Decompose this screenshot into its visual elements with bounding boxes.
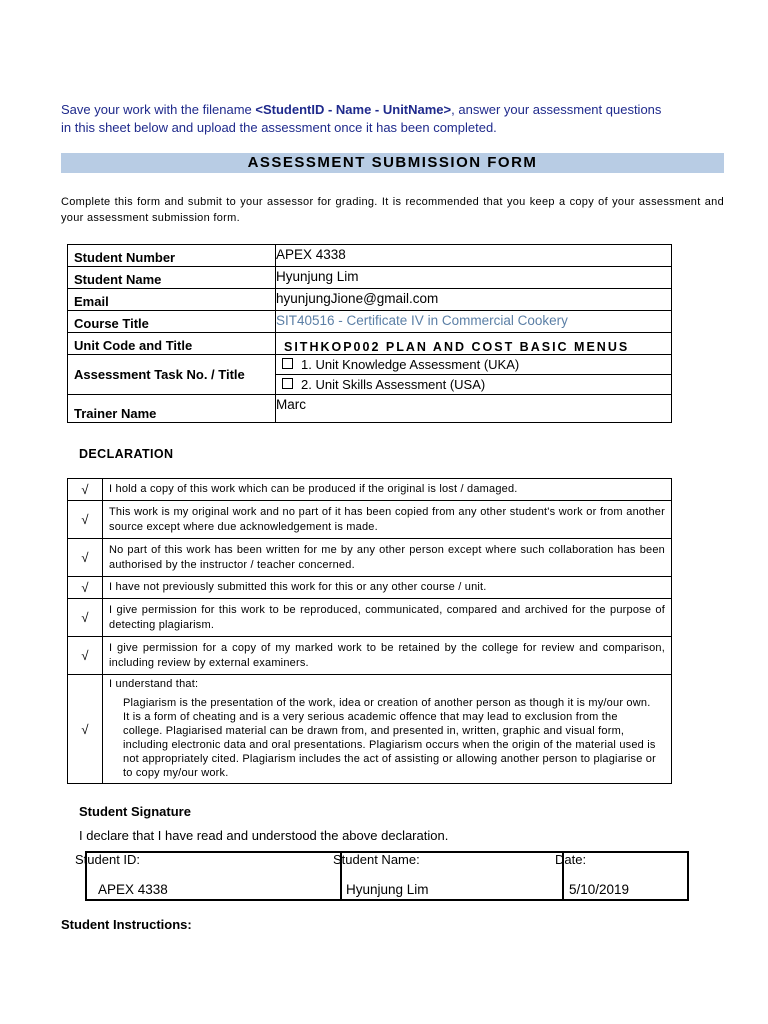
check-mark-icon[interactable]: √	[68, 577, 103, 599]
declaration-text: I have not previously submitted this work for this or any other course / unit.	[103, 577, 672, 599]
date-label: Date:	[555, 852, 587, 867]
declaration-row	[68, 501, 672, 539]
declaration-text	[103, 675, 672, 784]
checkbox-icon[interactable]	[282, 358, 293, 369]
declaration-text: I give permission for this work to be reproduced, communicated, compared and archived for the purpose of detecting plagiarism.	[103, 599, 672, 637]
email-field[interactable]: hyunjungJione@gmail.com	[276, 289, 672, 311]
course-title-label: Course Title	[68, 311, 276, 333]
signature-statement: I declare that I have read and understood the above declaration.	[79, 828, 449, 843]
check-mark-icon[interactable]: √	[68, 637, 103, 675]
table-row	[68, 289, 672, 311]
student-number-label: Student Number	[68, 245, 276, 267]
table-row	[68, 333, 672, 355]
intro-suffix: , answer your assessment questions	[451, 102, 662, 117]
intro-prefix: Save your work with the filename	[61, 102, 256, 117]
form-title: ASSESSMENT SUBMISSION FORM	[61, 153, 724, 173]
understand-intro: I understand that:	[109, 678, 199, 690]
form-guidance: Complete this form and submit to your assessor for grading. It is recommended that you keep a copy of your assessment and your assessment submission form.	[61, 196, 724, 224]
checkbox-icon[interactable]	[282, 378, 293, 389]
date-field[interactable]: 5/10/2019	[569, 882, 630, 897]
declaration-table	[67, 478, 672, 784]
assessment-task-label: Assessment Task No. / Title	[68, 355, 276, 395]
plagiarism-definition: Plagiarism is the presentation of the work, idea or creation of another person as though it is my/our own. It is a form of cheating and is a very serious academic offence that may lead to exclusion from the college. Plagiarised material can be drawn from, and presented in, written, graphic and visual form, including electronic data and oral presentations. Plagiarism occurs when the origin of the material used is not appropriately cited. Plagiarism includes the act of assisting or allowing another person to plagiarise or to copy my/our work.	[123, 697, 656, 779]
check-mark-icon[interactable]: √	[68, 479, 103, 501]
declaration-heading: DECLARATION	[79, 447, 174, 461]
task-option-label: 2. Unit Skills Assessment (USA)	[301, 377, 486, 392]
filename-instructions	[61, 101, 726, 137]
declaration-row	[68, 539, 672, 577]
table-row	[68, 395, 672, 423]
check-mark-icon[interactable]: √	[68, 501, 103, 539]
declaration-text: I hold a copy of this work which can be produced if the original is lost / damaged.	[103, 479, 672, 501]
student-id-field[interactable]: APEX 4338	[98, 882, 168, 897]
student-details-table	[67, 244, 672, 423]
declaration-text: No part of this work has been written for me by any other person except where such collaboration has been authorised by the instructor / teacher concerned.	[103, 539, 672, 577]
declaration-row	[68, 637, 672, 675]
declaration-text: I give permission for a copy of my marked work to be retained by the college for review and comparison, including review by external examiners.	[103, 637, 672, 675]
declaration-text: This work is my original work and no part of it has been copied from any other student's work or from another source except where due acknowledgement is made.	[103, 501, 672, 539]
task-option-uka[interactable]	[276, 355, 672, 375]
declaration-row	[68, 479, 672, 501]
trainer-name-field[interactable]: Marc	[276, 395, 672, 423]
table-row	[68, 311, 672, 333]
signature-heading: Student Signature	[79, 804, 191, 819]
student-id-label: Student ID:	[75, 852, 141, 867]
check-mark-icon[interactable]: √	[68, 539, 103, 577]
check-mark-icon[interactable]: √	[68, 599, 103, 637]
declaration-row	[68, 577, 672, 599]
student-number-field[interactable]: APEX 4338	[276, 245, 672, 267]
check-mark-icon[interactable]: √	[68, 675, 103, 784]
intro-line2: in this sheet below and upload the assessment once it has been completed.	[61, 120, 497, 135]
student-name-signature-label: Student Name:	[333, 852, 420, 867]
filename-pattern: <StudentID - Name - UnitName>	[255, 102, 452, 117]
declaration-row	[68, 675, 672, 784]
course-title-field[interactable]: SIT40516 - Certificate IV in Commercial Cookery	[276, 311, 672, 333]
unit-field[interactable]: SITHKOP002 PLAN AND COST BASIC MENUS	[276, 333, 672, 355]
table-row	[68, 267, 672, 289]
student-name-field[interactable]: Hyunjung Lim	[276, 267, 672, 289]
unit-label: Unit Code and Title	[68, 333, 276, 355]
table-row	[68, 245, 672, 267]
student-instructions-heading: Student Instructions:	[61, 917, 192, 932]
email-label: Email	[68, 289, 276, 311]
trainer-name-label: Trainer Name	[68, 395, 276, 423]
declaration-row	[68, 599, 672, 637]
task-option-usa[interactable]	[276, 375, 672, 395]
student-name-label: Student Name	[68, 267, 276, 289]
student-name-signature-field[interactable]: Hyunjung Lim	[346, 882, 429, 897]
task-option-label: 1. Unit Knowledge Assessment (UKA)	[301, 357, 520, 372]
table-row	[68, 355, 672, 375]
